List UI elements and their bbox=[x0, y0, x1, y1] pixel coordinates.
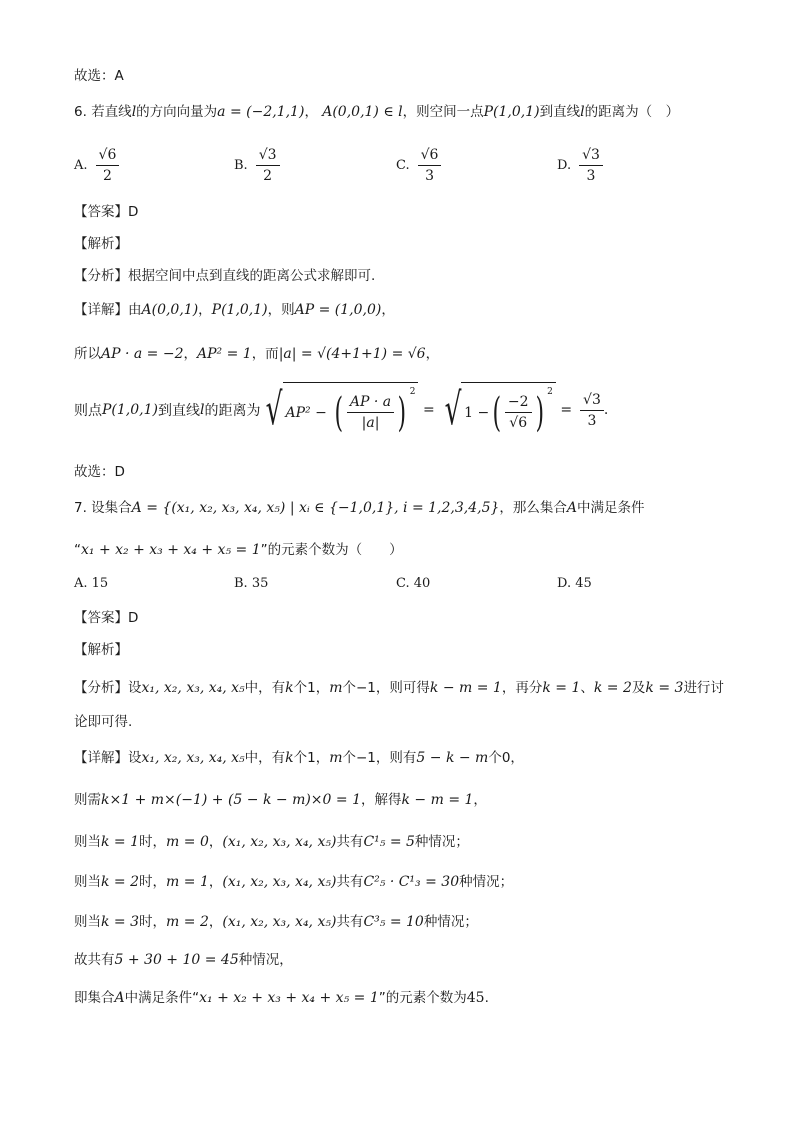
radical bbox=[439, 382, 556, 438]
text: ，那么集合 bbox=[499, 500, 567, 516]
option-text: B. 35 bbox=[234, 576, 269, 591]
question-7 bbox=[74, 498, 645, 518]
radicand bbox=[283, 382, 419, 438]
text: 7. 设集合 bbox=[74, 500, 132, 516]
zexu-line bbox=[74, 790, 487, 810]
text: ， bbox=[208, 914, 223, 930]
math: AP² bbox=[285, 404, 311, 421]
denominator: 3 bbox=[587, 412, 597, 429]
variable: m bbox=[329, 750, 343, 766]
xiangjie-line bbox=[74, 300, 395, 320]
numerator: −2 bbox=[505, 393, 532, 413]
radicand bbox=[461, 382, 556, 438]
text: 、 bbox=[580, 680, 594, 696]
text: ，而 bbox=[251, 346, 279, 362]
math: A(0,0,1) bbox=[141, 302, 199, 318]
text: 【分析】设 bbox=[74, 680, 142, 696]
text: 时， bbox=[139, 834, 167, 850]
option-label: D. bbox=[557, 158, 572, 173]
text: 论即可得. bbox=[74, 714, 133, 730]
text: 故共有 bbox=[74, 952, 115, 968]
text: 故选：D bbox=[74, 464, 125, 480]
denominator: |a| bbox=[361, 415, 380, 431]
text: 共有 bbox=[336, 914, 364, 930]
numerator: √3 bbox=[579, 146, 603, 166]
text: 中满足条件 bbox=[577, 500, 645, 516]
math: 5 − k − m bbox=[416, 750, 489, 766]
text: 则当 bbox=[74, 914, 101, 930]
math: m = 0 bbox=[166, 834, 209, 850]
text: ，则空间一点 bbox=[402, 104, 484, 120]
text: 所以 bbox=[74, 346, 101, 362]
text: 故选：A bbox=[74, 68, 124, 84]
text: 种情况； bbox=[414, 834, 469, 850]
text: 【分析】根据空间中点到直线的距离公式求解即可. bbox=[74, 268, 376, 284]
math: P(1,0,1) bbox=[211, 302, 268, 318]
math: P(1,0,1) bbox=[483, 104, 540, 120]
text: ”的元素个数为 bbox=[378, 990, 467, 1006]
fraction bbox=[347, 393, 394, 432]
fenxi-line bbox=[74, 266, 375, 286]
fenxi-7-line bbox=[74, 678, 724, 698]
operator: − bbox=[315, 404, 327, 421]
text: ， bbox=[208, 874, 223, 890]
exponent: 2 bbox=[547, 387, 553, 397]
text: 【解析】 bbox=[74, 642, 128, 658]
variable: l bbox=[131, 104, 137, 120]
suoyi-line bbox=[74, 344, 439, 364]
text: 则需 bbox=[74, 792, 101, 808]
text: 中，有 bbox=[244, 680, 286, 696]
math: C³₅ = 10 bbox=[363, 914, 424, 930]
text: 中满足条件“ bbox=[124, 990, 200, 1006]
option-label: B. bbox=[234, 158, 248, 173]
option-a bbox=[74, 576, 108, 591]
distance-formula-line bbox=[74, 382, 608, 438]
text: 及 bbox=[631, 680, 646, 696]
question-6: 6. 若直线 l 的方向向量为 a = (−2,1,1) ， A(0,0,1) ∈ l ，则空间一点 P(1,0,1) 到直线 l 的距离为（ ） bbox=[74, 104, 680, 120]
operator: = bbox=[560, 402, 573, 418]
math: k = 3 bbox=[645, 680, 684, 696]
variable: k bbox=[285, 680, 294, 696]
option-d bbox=[557, 576, 592, 591]
text: 个−1，则可得 bbox=[342, 680, 430, 696]
text: ， bbox=[198, 302, 212, 318]
math: k = 2 bbox=[593, 680, 632, 696]
math: AP · a = −2 bbox=[101, 346, 184, 362]
sqrt-icon: √ bbox=[266, 384, 283, 435]
math: k − m = 1 bbox=[401, 792, 474, 808]
text: 种情况； bbox=[459, 874, 514, 890]
numerator: √6 bbox=[418, 146, 442, 166]
paren-left-icon: ( bbox=[334, 389, 344, 436]
text: 共有 bbox=[336, 874, 364, 890]
option-a bbox=[74, 146, 119, 185]
answer-choice-line bbox=[74, 66, 124, 86]
math: k = 3 bbox=[101, 914, 140, 930]
variable: l bbox=[580, 104, 585, 120]
question-7-condition bbox=[74, 540, 403, 560]
text: ， bbox=[425, 346, 440, 362]
fraction bbox=[96, 146, 120, 185]
math: C¹₅ = 5 bbox=[363, 834, 415, 850]
text: 的方向向量为 bbox=[136, 104, 218, 120]
text: 则当 bbox=[74, 834, 101, 850]
fraction bbox=[256, 146, 280, 185]
option-label: A. bbox=[74, 158, 88, 173]
fraction bbox=[580, 391, 604, 430]
text: “ bbox=[74, 542, 81, 558]
text: 【详解】设 bbox=[74, 750, 142, 766]
variable: k bbox=[285, 750, 294, 766]
fraction bbox=[579, 146, 603, 185]
text: 个0， bbox=[488, 750, 524, 766]
answer-choice-line bbox=[74, 462, 125, 482]
text: 若直线 bbox=[91, 104, 132, 120]
math: |a| = √(4+1+1) = √6 bbox=[278, 346, 426, 362]
total-line bbox=[74, 950, 293, 970]
math: 5 + 30 + 10 = 45 bbox=[114, 952, 239, 968]
text: 【答案】D bbox=[74, 204, 139, 220]
text: 时， bbox=[139, 874, 167, 890]
text: ， bbox=[381, 302, 395, 318]
option-c bbox=[396, 576, 430, 591]
denominator: 3 bbox=[425, 168, 434, 184]
text: 即集合 bbox=[74, 990, 115, 1006]
case-3-line bbox=[74, 912, 478, 932]
text: 【解析】 bbox=[74, 236, 128, 252]
text: ， bbox=[208, 834, 223, 850]
text: 个1， bbox=[293, 750, 330, 766]
math: x₁ + x₂ + x₃ + x₄ + x₅ = 1 bbox=[199, 990, 379, 1006]
fenxi-7-line-2 bbox=[74, 712, 132, 732]
option-text: D. 45 bbox=[557, 576, 592, 591]
text: 共有 bbox=[336, 834, 364, 850]
text: 种情况； bbox=[423, 914, 478, 930]
paren-right-icon: ) bbox=[535, 389, 544, 436]
text: 种情况， bbox=[238, 952, 293, 968]
option-text: A. 15 bbox=[74, 576, 109, 591]
conclusion-line bbox=[74, 988, 489, 1008]
math: m = 2 bbox=[166, 914, 209, 930]
text: 则点 bbox=[74, 403, 102, 419]
text: ， bbox=[183, 346, 197, 362]
text: 到直线 bbox=[539, 104, 581, 120]
variable: l bbox=[199, 402, 205, 418]
denominator: 3 bbox=[586, 168, 596, 184]
paren-left-icon: ( bbox=[492, 389, 502, 436]
text: 的距离为 bbox=[204, 403, 261, 419]
math: (x₁, x₂, x₃, x₄, x₅) bbox=[222, 874, 337, 890]
math: x₁, x₂, x₃, x₄, x₅ bbox=[141, 750, 245, 766]
numerator: √3 bbox=[256, 146, 280, 166]
numerator: AP · a bbox=[347, 393, 394, 413]
math: k − m = 1 bbox=[429, 680, 502, 696]
answer-label bbox=[74, 202, 138, 222]
numerator: √6 bbox=[96, 146, 120, 166]
text: ，则 bbox=[267, 302, 295, 318]
option-text: C. 40 bbox=[396, 576, 431, 591]
text: ，解得 bbox=[360, 792, 402, 808]
math: AP = (1,0,0) bbox=[294, 302, 382, 318]
case-1-line bbox=[74, 832, 469, 852]
option-c bbox=[396, 146, 441, 185]
variable: A bbox=[114, 990, 125, 1006]
math: (x₁, x₂, x₃, x₄, x₅) bbox=[222, 834, 337, 850]
fraction bbox=[505, 393, 532, 432]
text: 个−1，则有 bbox=[342, 750, 417, 766]
question-number: 6. bbox=[74, 104, 87, 120]
text: ， bbox=[473, 792, 487, 808]
numerator: √3 bbox=[580, 391, 604, 411]
math: AP² = 1 bbox=[197, 346, 252, 362]
math: P(1,0,1) bbox=[102, 402, 158, 418]
operator: = bbox=[422, 402, 435, 418]
text: 【答案】D bbox=[74, 610, 139, 626]
math: k = 2 bbox=[101, 874, 140, 890]
analysis-label bbox=[74, 234, 128, 254]
math: k = 1 bbox=[542, 680, 581, 696]
option-b bbox=[234, 576, 268, 591]
math: A(0,0,1) ∈ l bbox=[322, 104, 403, 120]
text: 个1， bbox=[293, 680, 330, 696]
denominator: 2 bbox=[102, 168, 112, 184]
variable: A bbox=[566, 500, 578, 516]
math: x₁ + x₂ + x₃ + x₄ + x₅ = 1 bbox=[81, 542, 261, 558]
sqrt-icon: √ bbox=[444, 384, 462, 435]
math: 45 bbox=[466, 990, 485, 1006]
math: A = {(x₁, x₂, x₃, x₄, x₅) | xᵢ ∈ {−1,0,1}, i = 1,2,3,4,5} bbox=[131, 500, 500, 516]
case-2-line bbox=[74, 872, 513, 892]
text: ”的元素个数为（ ） bbox=[260, 542, 403, 558]
text: 中，有 bbox=[244, 750, 286, 766]
math: x₁, x₂, x₃, x₄, x₅ bbox=[141, 680, 245, 696]
fraction bbox=[418, 146, 442, 185]
text: . bbox=[603, 402, 609, 418]
option-b bbox=[234, 146, 280, 185]
text: 进行讨 bbox=[683, 680, 724, 696]
math: k = 1 bbox=[101, 834, 140, 850]
variable: m bbox=[329, 680, 343, 696]
option-label: C. bbox=[396, 158, 410, 173]
denominator: √6 bbox=[509, 415, 528, 431]
text: 则当 bbox=[74, 874, 101, 890]
text: . bbox=[484, 990, 489, 1006]
text: 【详解】由 bbox=[74, 302, 142, 318]
text: 时， bbox=[139, 914, 167, 930]
paren-right-icon: ) bbox=[397, 389, 407, 436]
math: k×1 + m×(−1) + (5 − k − m)×0 = 1 bbox=[101, 792, 361, 808]
math: 1 − bbox=[464, 404, 490, 421]
radical bbox=[260, 382, 418, 438]
xiangjie-7-line bbox=[74, 748, 524, 768]
text: 的距离为（ ） bbox=[584, 104, 680, 120]
math: a = (−2,1,1) bbox=[217, 104, 305, 120]
math: m = 1 bbox=[166, 874, 209, 890]
math: C²₅ · C¹₃ = 30 bbox=[363, 874, 460, 890]
answer-label bbox=[74, 608, 138, 628]
text: ，再分 bbox=[501, 680, 543, 696]
exponent: 2 bbox=[409, 387, 416, 397]
text: 到直线 bbox=[157, 403, 200, 419]
option-d bbox=[557, 146, 603, 185]
analysis-label bbox=[74, 640, 128, 660]
denominator: 2 bbox=[263, 168, 273, 184]
math: (x₁, x₂, x₃, x₄, x₅) bbox=[222, 914, 337, 930]
